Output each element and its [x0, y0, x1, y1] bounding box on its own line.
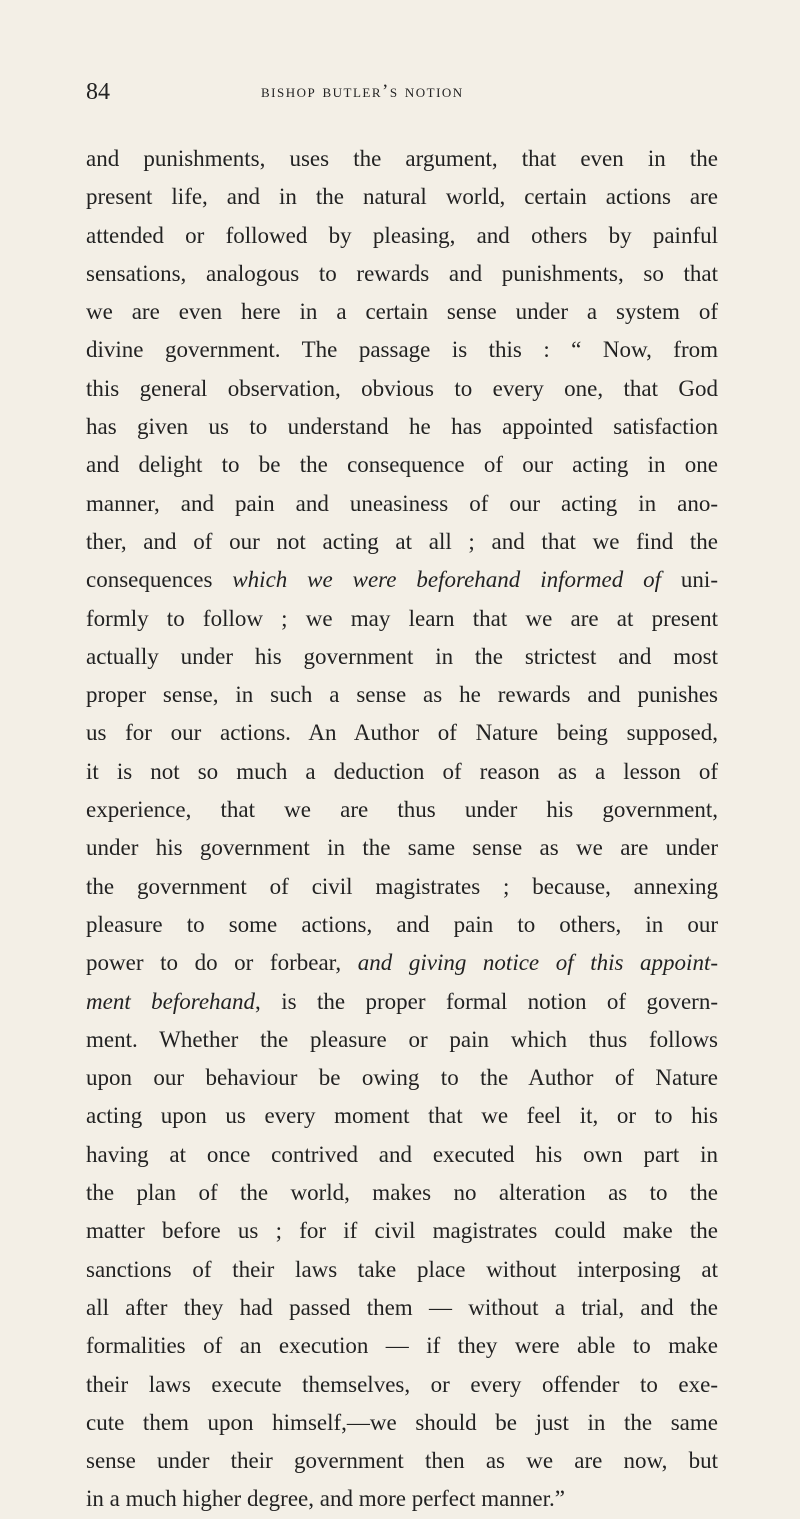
italic-phrase: and giving notice of this appoint-: [357, 950, 718, 976]
text-line: sensations, analogous to rewards and punishments, so that: [86, 260, 718, 286]
text-line: cute them upon himself,—we should be just in the same: [86, 1409, 718, 1435]
running-head: bishop butler’s notion: [261, 81, 464, 102]
text-line: power to do or forbear, and giving notice of this appoint-: [86, 950, 718, 976]
text-line: sanctions of their laws take place without interposing at: [86, 1256, 718, 1282]
italic-phrase: which we were beforehand informed of: [232, 567, 662, 593]
text-line: in a much higher degree, and more perfect manner.”: [86, 1486, 565, 1512]
text-line: it is not so much a deduction of reason as a lesson of: [86, 758, 718, 784]
italic-phrase: ment beforehand: [86, 988, 256, 1014]
text-line: upon our behaviour be owing to the Author of Nature: [86, 1065, 718, 1091]
text-line: divine government. The passage is this : “ Now, from: [86, 337, 718, 363]
text-line: ment beforehand, is the proper formal notion of govern-: [86, 988, 718, 1014]
text-line: ther, and of our not acting at all ; and that we find the: [86, 528, 718, 554]
text-line: us for our actions. An Author of Nature being supposed,: [86, 720, 718, 746]
text-line: formly to follow ; we may learn that we are at present: [86, 605, 718, 631]
text-line: attended or followed by pleasing, and others by painful: [86, 222, 718, 248]
text-line: their laws execute themselves, or every offender to exe-: [86, 1371, 718, 1397]
text-line: and punishments, uses the argument, that even in the: [86, 146, 718, 171]
text-line: under his government in the same sense as we are under: [86, 835, 718, 861]
text-line: present life, and in the natural world, certain actions are: [86, 184, 718, 210]
text-line: we are even here in a certain sense under a system of: [86, 299, 718, 325]
text-line: this general observation, obvious to every one, that God: [86, 375, 718, 401]
page-number: 84: [86, 79, 110, 105]
text-line: pleasure to some actions, and pain to others, in our: [86, 911, 718, 937]
text-line: proper sense, in such a sense as he rewards and punishes: [86, 682, 718, 708]
page-header: [86, 72, 718, 112]
text-line: acting upon us every moment that we feel it, or to his: [86, 1103, 718, 1129]
text-line: sense under their government then as we are now, but: [86, 1448, 718, 1474]
text-line: and delight to be the consequence of our acting in one: [86, 452, 718, 478]
text-line: ment. Whether the pleasure or pain which thus follows: [86, 1026, 718, 1052]
body-text: [86, 140, 718, 1519]
text-line: all after they had passed them — without a trial, and the: [86, 1294, 718, 1320]
text-line: has given us to understand he has appointed satisfaction: [86, 414, 718, 440]
text-line: manner, and pain and uneasiness of our acting in ano-: [86, 490, 718, 516]
text-line: actually under his government in the strictest and most: [86, 643, 718, 669]
text-line: having at once contrived and executed his own part in: [86, 1141, 718, 1167]
text-line: consequences which we were beforehand informed of uni-: [86, 567, 718, 593]
text-line: matter before us ; for if civil magistrates could make the: [86, 1218, 718, 1244]
text-line: formalities of an execution — if they were able to make: [86, 1333, 718, 1359]
text-line: the government of civil magistrates ; because, annexing: [86, 873, 718, 899]
text-line: the plan of the world, makes no alteration as to the: [86, 1180, 718, 1206]
text-line: experience, that we are thus under his government,: [86, 797, 718, 823]
